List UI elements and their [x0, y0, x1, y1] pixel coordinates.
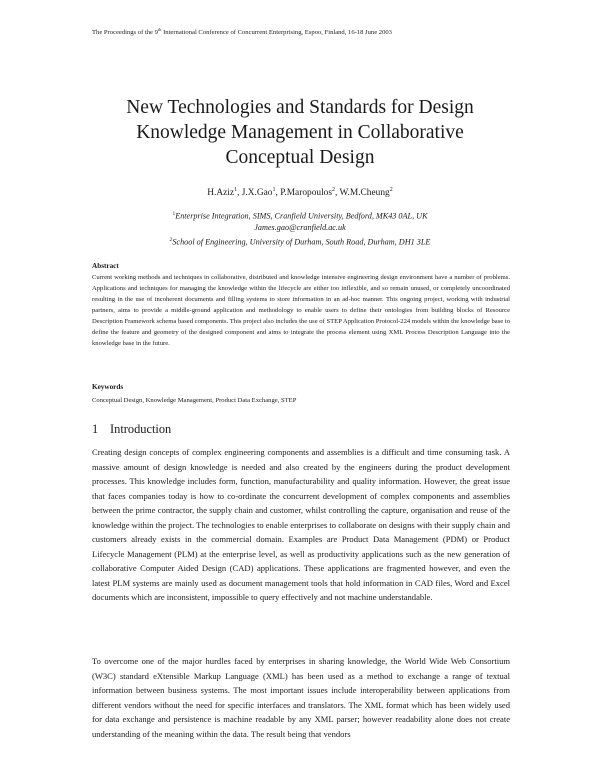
keywords-text: Conceptual Design, Knowledge Management, Product Data Exchange, STEP: [92, 397, 297, 404]
author-affil-mark: 1: [272, 187, 276, 193]
abstract-heading: Abstract: [92, 262, 119, 270]
affiliation-text: Enterprise Integration, SIMS, Cranfield University, Bedford, MK43 0AL, UK: [175, 211, 428, 221]
author-name: W.M.Cheung: [339, 188, 390, 199]
running-head: [92, 27, 392, 36]
author-separator: ,: [335, 188, 340, 199]
section-title: Introduction: [110, 422, 172, 436]
title-line: Knowledge Management in Collaborative: [136, 122, 464, 143]
affiliation-mark: 2: [169, 237, 173, 243]
author-separator: ,: [275, 188, 281, 199]
author-separator: ,: [237, 188, 242, 199]
section-heading: [92, 422, 171, 437]
keywords-heading: Keywords: [92, 383, 124, 391]
running-head-post: International Conference of Concurrent Enterprising, Espoo, Finland, 16-18 June 2003: [161, 29, 392, 37]
author-name: H.Aziz: [207, 188, 235, 199]
body-paragraph: To overcome one of the major hurdles faced by enterprises in sharing knowledge, the World Wide Web Consortium (W3C) standard eXtensible Markup Language (XML) has been used as a method to exchange a range of textual information between business systems. The most important issues include interoperability between applications from different vendors without the need for specific interfaces and translators. The XML format which has been widely used for data exchange and persistence is machine readable by any XML parser; however readability alone does not create understanding of the meaning within the data. The result being that vendors: [92, 656, 510, 739]
author-affil-mark: 2: [389, 187, 393, 193]
author-list: [60, 187, 540, 198]
affiliation-1: [60, 209, 540, 233]
title-line: New Technologies and Standards for Design: [126, 97, 474, 118]
affiliation-text: School of Engineering, University of Durham, South Road, Durham, DH1 3LE: [172, 237, 431, 247]
author-name: P.Maropoulos: [280, 188, 333, 199]
affiliation-2: [60, 235, 540, 248]
running-head-pre: The Proceedings of the 9: [92, 29, 158, 37]
section-number: 1: [92, 422, 99, 436]
abstract-text: Current working methods and techniques in collaborative, distributed and knowledge intensive engineering design environment have a number of problems. Applications and techniques for managing the knowledge within the lifecycle are either too inflexible, and so remain unused, or completely uncoordinated resulting in the use of incoherent documents and filling systems to store information in an ad-hoc manner. This ongoing project, working with industrial partners, aims to provide a middle-ground application and methodology to enable users to define their ontologies from building blocks of Resource Description Framework schema based components. This project also includes the use of STEP Application Protocol-224 models within the knowledge base to define the feature and geometry of the designed component and aims to integrate the process element using XML Process Description Language into the knowledge base in the future.: [92, 274, 510, 347]
affiliation-mark: 1: [172, 211, 176, 217]
author-email: James.gao@cranfield.ac.uk: [254, 222, 346, 232]
running-head-sup: th: [157, 27, 162, 32]
author-affil-mark: 2: [332, 187, 336, 193]
body-paragraph: Creating design concepts of complex engineering components and assemblies is a difficult and time consuming task. A massive amount of design knowledge is needed and also created by the engineers during the product development processes. This knowledge includes form, function, manufacturability and quality information. However, the great issue that faces companies today is how to co-ordinate the concurrent development of complex components and assemblies between the prime contractor, the supply chain and customer, whilst controlling the capture, organisation and reuse of the knowledge within the project. The technologies to enable enterprises to collaborate on designs with their supply chain and customers already exists in the commercial domain. Examples are Product Data Management (PDM) or Product Lifecycle Management (PLM) at the enterprise level, as well as productivity applications such as the new generation of collaborative Computer Aided Design (CAD) applications. These applications are fragmented however, and even the latest PLM systems are mainly used as document management tools that hold information in CAD files, Word and Excel documents which are inconsistent, impossible to query effectively and not machine understandable.: [92, 447, 510, 603]
title-line: Conceptual Design: [225, 147, 375, 168]
author-affil-mark: 1: [234, 187, 238, 193]
author-name: J.X.Gao: [241, 188, 273, 199]
paper-title: [60, 95, 540, 170]
